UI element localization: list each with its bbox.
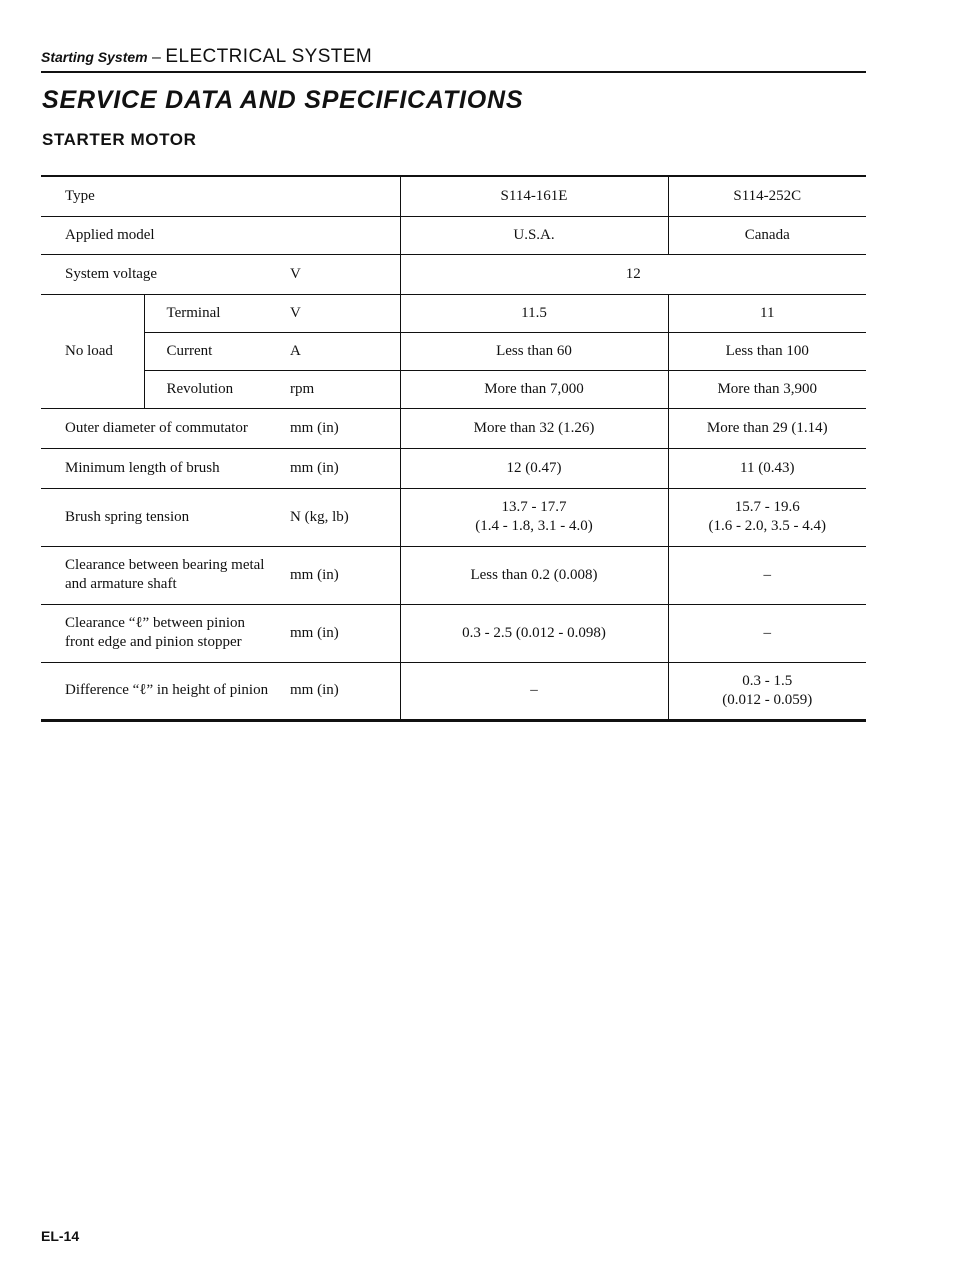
unit-current: A <box>286 332 400 370</box>
row-label-bearing-clearance <box>41 546 286 604</box>
table-row <box>41 332 866 370</box>
cell-pinion-height-col2-line2: (0.012 - 0.059) <box>722 691 813 708</box>
cell-pinion-clearance-col1: 0.3 - 2.5 (0.012 - 0.098) <box>400 604 668 662</box>
cell-pinion-height-col2 <box>668 662 866 720</box>
cell-commutator-od-col2: More than 29 (1.14) <box>668 408 866 448</box>
cell-terminal-col1: 11.5 <box>400 294 668 332</box>
cell-current-col2: Less than 100 <box>668 332 866 370</box>
row-label-applied-model: Applied model <box>41 216 400 254</box>
row-label-pinion-clearance-line1: Clearance “ℓ” between pinion <box>65 615 246 631</box>
unit-brush-length: mm (in) <box>286 448 400 488</box>
unit-bearing-clearance: mm (in) <box>286 546 400 604</box>
cell-revolution-col1: More than 7,000 <box>400 370 668 408</box>
cell-bearing-clearance-col2: – <box>668 546 866 604</box>
cell-terminal-col2: 11 <box>668 294 866 332</box>
cell-commutator-od-col1: More than 32 (1.26) <box>400 408 668 448</box>
table-row <box>41 488 866 546</box>
sublabel-revolution: Revolution <box>144 370 286 408</box>
table-row <box>41 370 866 408</box>
cell-applied-model-col2: Canada <box>668 216 866 254</box>
table-row <box>41 604 866 662</box>
row-label-brush-spring: Brush spring tension <box>41 488 286 546</box>
table-row <box>41 662 866 720</box>
page-title: SERVICE DATA AND SPECIFICATIONS <box>42 86 524 114</box>
row-label-bearing-clearance-line2: and armature shaft <box>65 576 177 592</box>
cell-revolution-col2: More than 3,900 <box>668 370 866 408</box>
page-header <box>41 46 866 73</box>
row-label-pinion-clearance <box>41 604 286 662</box>
cell-brush-spring-col1-line2: (1.4 - 1.8, 3.1 - 4.0) <box>475 518 593 534</box>
cell-current-col1: Less than 60 <box>400 332 668 370</box>
cell-type-col2: S114-252C <box>668 176 866 216</box>
cell-pinion-clearance-col2: – <box>668 604 866 662</box>
unit-pinion-clearance: mm (in) <box>286 604 400 662</box>
table-row <box>41 408 866 448</box>
table-row <box>41 216 866 254</box>
cell-brush-spring-col2 <box>668 488 866 546</box>
header-chapter: ELECTRICAL SYSTEM <box>165 46 373 67</box>
unit-commutator-od: mm (in) <box>286 408 400 448</box>
unit-system-voltage: V <box>286 254 400 294</box>
spec-table <box>41 175 866 722</box>
row-label-pinion-height: Difference “ℓ” in height of pinion <box>41 662 286 720</box>
cell-brush-spring-col2-line2: (1.6 - 2.0, 3.5 - 4.4) <box>708 518 826 534</box>
cell-brush-spring-col1-line1: 13.7 - 17.7 <box>501 499 567 515</box>
table-row <box>41 176 866 216</box>
cell-brush-spring-col1 <box>400 488 668 546</box>
table-row <box>41 448 866 488</box>
cell-brush-spring-col2-line1: 15.7 - 19.6 <box>734 499 800 515</box>
unit-revolution: rpm <box>286 370 400 408</box>
page-number: EL-14 <box>41 1228 80 1244</box>
unit-terminal: V <box>286 294 400 332</box>
row-label-type: Type <box>41 176 400 216</box>
cell-applied-model-col1: U.S.A. <box>400 216 668 254</box>
row-label-bearing-clearance-line1: Clearance between bearing metal <box>65 557 265 573</box>
cell-brush-length-col1: 12 (0.47) <box>400 448 668 488</box>
section-subtitle: STARTER MOTOR <box>42 130 197 149</box>
cell-pinion-height-col1: – <box>400 662 668 720</box>
cell-bearing-clearance-col1: Less than 0.2 (0.008) <box>400 546 668 604</box>
cell-system-voltage: 12 <box>400 254 866 294</box>
cell-brush-length-col2: 11 (0.43) <box>668 448 866 488</box>
cell-pinion-height-col2-line1: 0.3 - 1.5 <box>742 672 793 689</box>
header-section: Starting System <box>41 49 148 65</box>
row-label-brush-length: Minimum length of brush <box>41 448 286 488</box>
table-row <box>41 254 866 294</box>
sublabel-current: Current <box>144 332 286 370</box>
row-label-system-voltage: System voltage <box>41 254 286 294</box>
row-label-pinion-clearance-line2: front edge and pinion stopper <box>65 634 242 650</box>
table-row <box>41 294 866 332</box>
table-row <box>41 546 866 604</box>
row-label-commutator-od: Outer diameter of commutator <box>41 408 286 448</box>
header-dash: – <box>152 49 161 66</box>
sublabel-terminal: Terminal <box>144 294 286 332</box>
row-label-no-load: No load <box>41 294 144 408</box>
unit-pinion-height: mm (in) <box>286 662 400 720</box>
cell-type-col1: S114-161E <box>400 176 668 216</box>
unit-brush-spring: N (kg, lb) <box>286 488 400 546</box>
